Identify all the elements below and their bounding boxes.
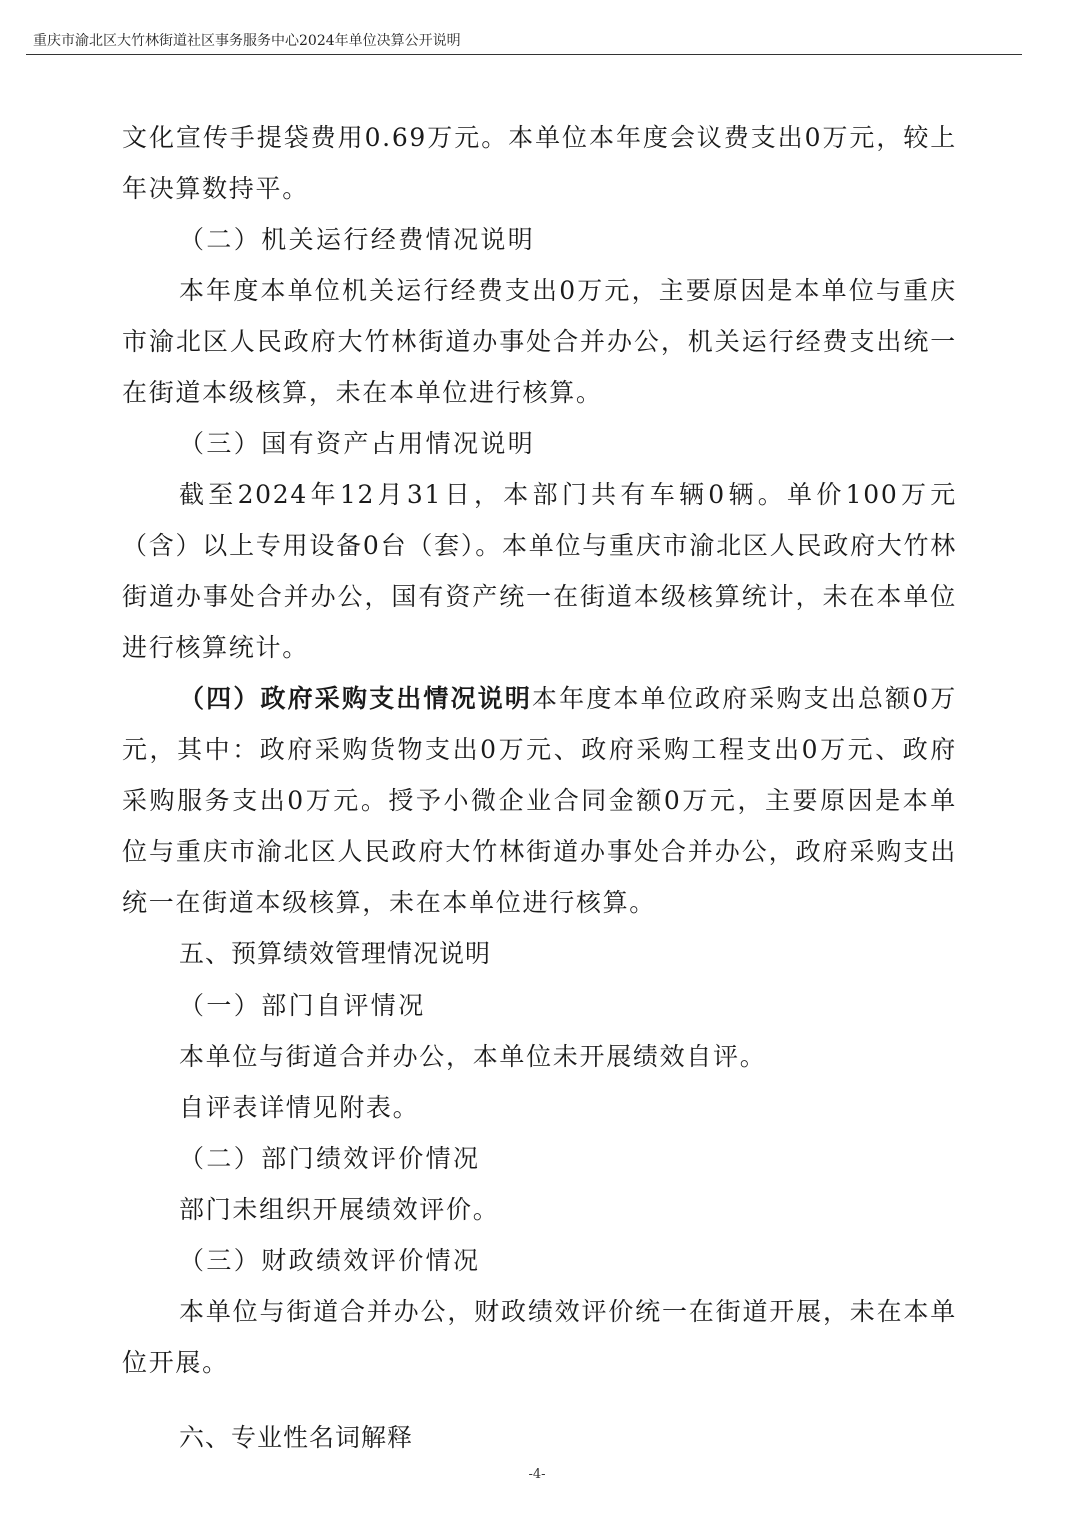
document-body xyxy=(122,112,957,1464)
section-title-state-assets: （三）国有资产占用情况说明 xyxy=(179,429,536,458)
heading-performance-management: 五、预算绩效管理情况说明 xyxy=(179,939,492,968)
heading-glossary: 六、专业性名词解释 xyxy=(179,1423,414,1452)
section-title-self-evaluation: （一）部门自评情况 xyxy=(179,991,426,1020)
procurement-text: 本年度本单位政府采购支出总额0万元，其中：政府采购货物支出0万元、政府采购工程支出0万元、政府采购服务支出0万元。授予小微企业合同金额0万元，主要原因是本单位与重庆市渝北区人民政府大竹林街道办事处合并办公，政府采购支出统一在街道本级核算，未在本单位进行核算。 xyxy=(122,684,958,917)
paragraph-state-assets: 截至2024年12月31日，本部门共有车辆0辆。单价100万元（含）以上专用设备0台（套）。本单位与重庆市渝北区人民政府大竹林街道办事处合并办公，国有资产统一在街道本级核算统计，未在本单位进行核算统计。 xyxy=(122,480,957,662)
section-title-fiscal-evaluation: （三）财政绩效评价情况 xyxy=(179,1246,481,1275)
paragraph-fiscal-evaluation: 本单位与街道合并办公，财政绩效评价统一在街道开展，未在本单位开展。 xyxy=(122,1297,957,1377)
paragraph-procurement xyxy=(122,673,957,928)
paragraph-self-evaluation-appendix: 自评表详情见附表。 xyxy=(179,1093,420,1122)
paragraph-meeting-fee: 文化宣传手提袋费用0.69万元。本单位本年度会议费支出0万元，较上年决算数持平。 xyxy=(122,123,957,203)
section-title-procurement: （四）政府采购支出情况说明 xyxy=(179,684,533,713)
paragraph-department-evaluation: 部门未组织开展绩效评价。 xyxy=(179,1195,500,1224)
header-divider xyxy=(26,54,1022,55)
section-title-operating-expenses: （二）机关运行经费情况说明 xyxy=(179,225,536,254)
page-number: -4- xyxy=(528,1467,546,1482)
running-header-title: 重庆市渝北区大竹林街道社区事务服务中心2024年单位决算公开说明 xyxy=(33,33,461,49)
paragraph-self-evaluation: 本单位与街道合并办公，本单位未开展绩效自评。 xyxy=(179,1042,767,1071)
paragraph-operating-expenses: 本年度本单位机关运行经费支出0万元，主要原因是本单位与重庆市渝北区人民政府大竹林街道办事处合并办公，机关运行经费支出统一在街道本级核算，未在本单位进行核算。 xyxy=(122,276,957,407)
section-title-department-evaluation: （二）部门绩效评价情况 xyxy=(179,1144,481,1173)
